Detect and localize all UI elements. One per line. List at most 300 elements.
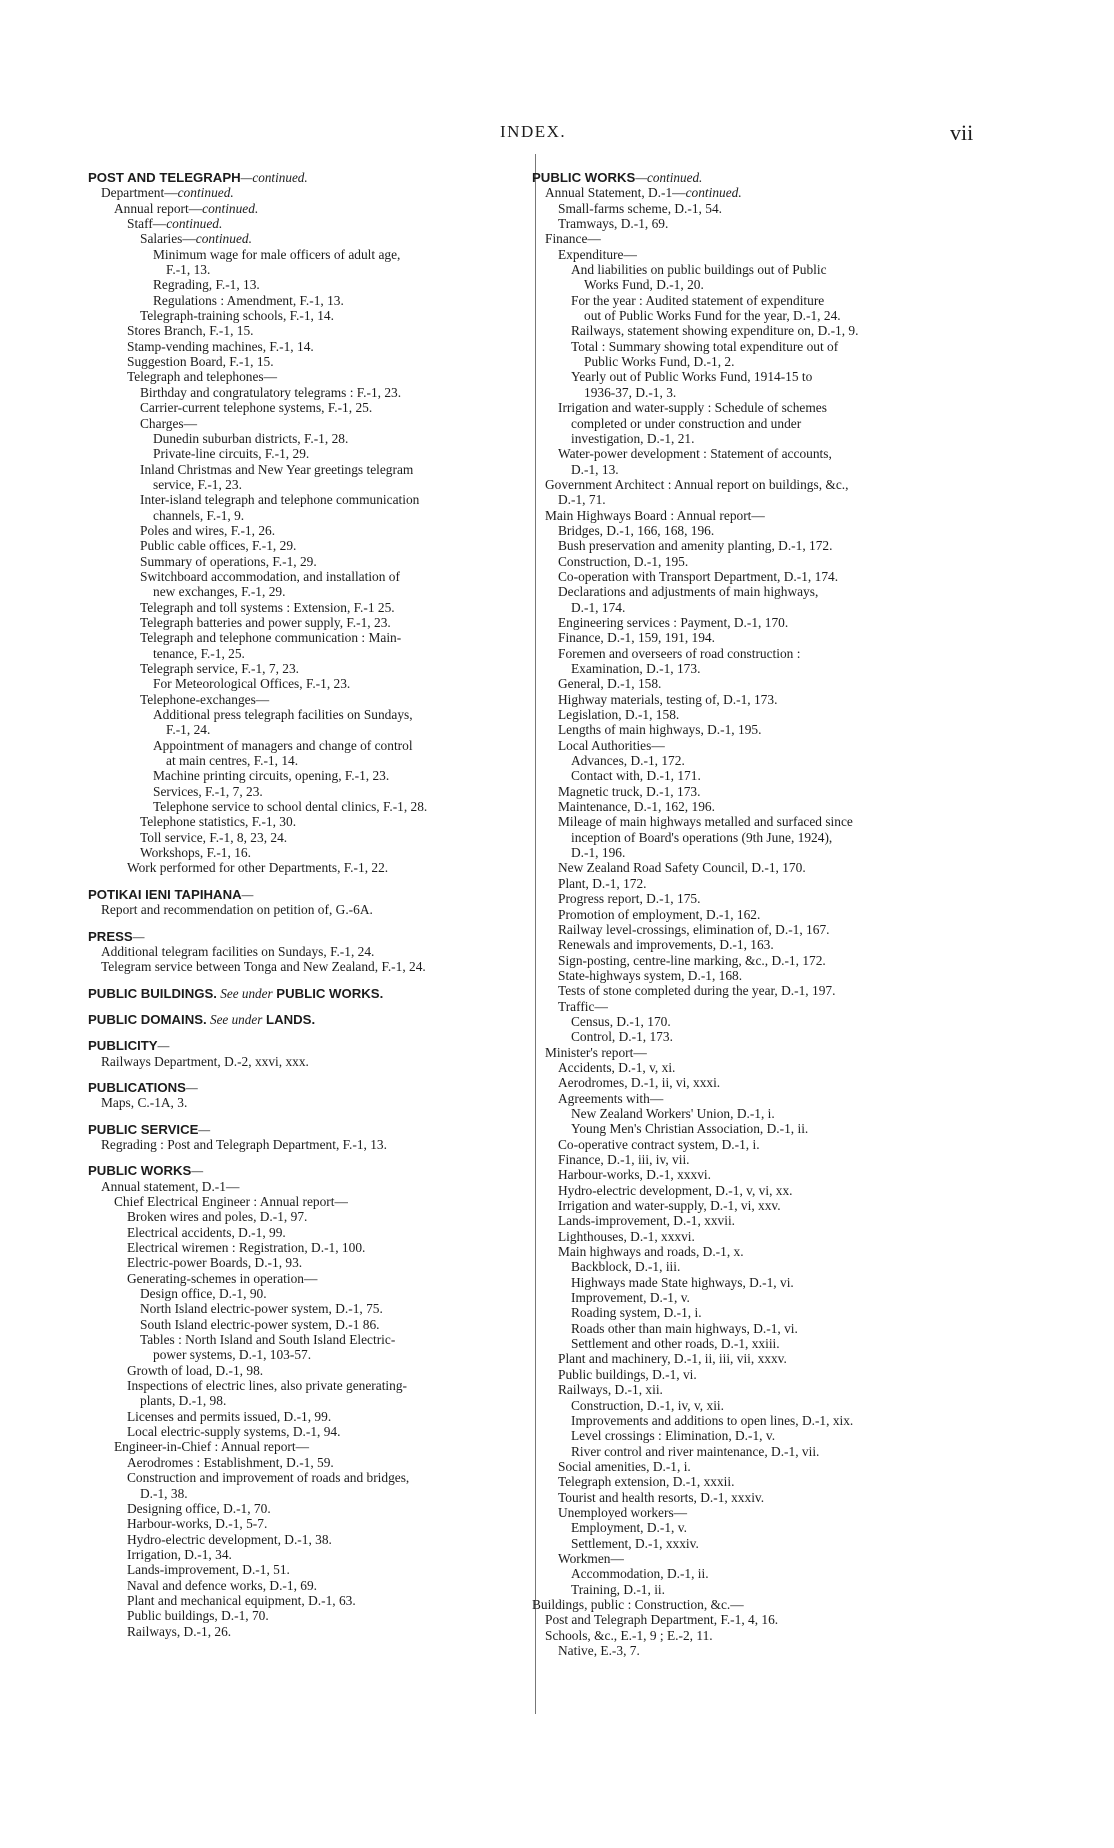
- index-heading: [88, 1122, 518, 1137]
- entry-text: Promotion of employment, D.-1, 162.: [558, 906, 761, 922]
- index-entry: [88, 339, 518, 354]
- entry-text: Stores Branch, F.-1, 15.: [127, 323, 254, 339]
- index-entry: [532, 1321, 977, 1336]
- entry-text: Design office, D.-1, 90.: [140, 1286, 267, 1302]
- index-entry: [88, 1562, 518, 1577]
- index-entry: [88, 959, 518, 974]
- entry-text: Services, F.-1, 7, 23.: [153, 783, 263, 799]
- entry-text: D.-1, 174.: [571, 599, 626, 615]
- index-entry: [88, 722, 518, 737]
- entry-text: Settlement, D.-1, xxxiv.: [571, 1535, 699, 1551]
- index-entry: [532, 1505, 977, 1520]
- entry-text: Hydro-electric development, D.-1, v, vi, xx.: [558, 1182, 793, 1198]
- index-entry: [88, 944, 518, 959]
- entry-text: Annual Statement, D.-1—: [545, 185, 686, 201]
- index-entry: [88, 247, 518, 262]
- entry-text: New Zealand Road Safety Council, D.-1, 170.: [558, 860, 806, 876]
- index-entry: [88, 1209, 518, 1224]
- index-entry: [88, 431, 518, 446]
- index-entry: [88, 385, 518, 400]
- index-entry: [532, 600, 977, 615]
- entry-text: Stamp-vending machines, F.-1, 14.: [127, 338, 314, 354]
- entry-qualifier: —continued.: [240, 170, 308, 185]
- index-entry: [532, 753, 977, 768]
- index-entry: [532, 308, 977, 323]
- entry-qualifier: —: [132, 928, 145, 944]
- index-entry: [532, 1213, 977, 1228]
- entry-text: Telegraph and telephones—: [127, 369, 278, 385]
- entry-text: investigation, D.-1, 21.: [571, 430, 695, 446]
- entry-text: Level crossings : Elimination, D.-1, v.: [571, 1428, 776, 1444]
- entry-text: Regrading : Post and Telegraph Department, F.-1, 13.: [101, 1136, 387, 1152]
- entry-text: Aerodromes, D.-1, ii, vi, xxxi.: [558, 1075, 721, 1091]
- entry-text: Railway level-crossings, elimination of, D.-1, 167.: [558, 921, 830, 937]
- index-entry: [532, 1382, 977, 1397]
- index-entry: [532, 1428, 977, 1443]
- index-entry: [532, 1459, 977, 1474]
- entry-text: Bridges, D.-1, 166, 168, 196.: [558, 522, 715, 538]
- index-entry: [88, 692, 518, 707]
- entry-qualifier: —: [157, 1038, 170, 1054]
- entry-text: Construction, D.-1, 195.: [558, 553, 689, 569]
- entry-text: Aerodromes : Establishment, D.-1, 59.: [127, 1454, 334, 1470]
- entry-text: Young Men's Christian Association, D.-1, ii.: [571, 1121, 809, 1137]
- entry-text: Renewals and improvements, D.-1, 163.: [558, 937, 774, 953]
- index-entry: [88, 277, 518, 292]
- index-entry: [532, 646, 977, 661]
- entry-text: Telegraph and telephone communication : Main-: [140, 630, 402, 646]
- index-entry: [532, 185, 977, 200]
- index-entry: [532, 431, 977, 446]
- index-entry: [532, 1612, 977, 1627]
- index-entry: [88, 1409, 518, 1424]
- index-entry: [88, 784, 518, 799]
- entry-text: Expenditure—: [558, 246, 637, 262]
- entry-text: Inter-island telegraph and telephone communication: [140, 492, 420, 508]
- index-entry: [532, 676, 977, 691]
- entry-text: Plant and mechanical equipment, D.-1, 63.: [127, 1592, 356, 1608]
- entry-text: Railways, D.-1, 26.: [127, 1623, 232, 1639]
- index-entry: [532, 1275, 977, 1290]
- index-entry: [88, 1578, 518, 1593]
- index-entry: [532, 1351, 977, 1366]
- entry-text: Training, D.-1, ii.: [571, 1581, 665, 1597]
- entry-text: For Meteorological Offices, F.-1, 23.: [153, 676, 351, 692]
- entry-text: Bush preservation and amenity planting, D.-1, 172.: [558, 538, 833, 554]
- index-entry: [532, 1259, 977, 1274]
- index-entry: [532, 1643, 977, 1658]
- entry-text: Irrigation, D.-1, 34.: [127, 1546, 232, 1562]
- index-entry: [88, 523, 518, 538]
- entry-text: Settlement and other roads, D.-1, xxiii.: [571, 1336, 780, 1352]
- entry-qualifier: continued.: [166, 216, 223, 232]
- entry-qualifier: —: [198, 1121, 211, 1137]
- entry-text: F.-1, 24.: [166, 722, 211, 738]
- entry-text: Regrading, F.-1, 13.: [153, 277, 260, 293]
- index-entry: [532, 1444, 977, 1459]
- index-entry: [88, 462, 518, 477]
- index-entry: [88, 1593, 518, 1608]
- index-entry: [88, 1470, 518, 1485]
- entry-qualifier: —: [241, 886, 254, 902]
- index-entry: [88, 830, 518, 845]
- index-entry: [532, 692, 977, 707]
- entry-text: Accidents, D.-1, v, xi.: [558, 1059, 676, 1075]
- index-entry: [88, 738, 518, 753]
- index-entry: [88, 1054, 518, 1069]
- index-entry: [88, 646, 518, 661]
- index-entry: [88, 753, 518, 768]
- index-entry: [88, 615, 518, 630]
- index-entry: [88, 400, 518, 415]
- entry-text: Lands-improvement, D.-1, 51.: [127, 1562, 290, 1578]
- entry-text: Highways made State highways, D.-1, vi.: [571, 1274, 794, 1290]
- entry-text: service, F.-1, 23.: [153, 476, 242, 492]
- index-entry: [88, 1225, 518, 1240]
- index-entry: [88, 1455, 518, 1470]
- entry-text: at main centres, F.-1, 14.: [166, 753, 299, 769]
- index-entry: [532, 1490, 977, 1505]
- entry-text: Improvements and additions to open lines, D.-1, xix.: [571, 1412, 854, 1428]
- index-entry: [532, 354, 977, 369]
- index-entry: [532, 1091, 977, 1106]
- index-entry: [532, 446, 977, 461]
- entry-text: Engineer-in-Chief : Annual report—: [114, 1439, 309, 1455]
- index-entry: [532, 492, 977, 507]
- entry-text: Native, E.-3, 7.: [558, 1643, 640, 1658]
- index-heading: [88, 986, 518, 1001]
- index-entry: [88, 492, 518, 507]
- entry-text: North Island electric-power system, D.-1, 75.: [140, 1301, 383, 1317]
- index-entry: [532, 1597, 977, 1612]
- index-entry: [532, 201, 977, 216]
- entry-text: Maintenance, D.-1, 162, 196.: [558, 799, 715, 815]
- index-entry: [88, 446, 518, 461]
- index-heading: [88, 1163, 518, 1178]
- entry-text: Tourist and health resorts, D.-1, xxxiv.: [558, 1489, 765, 1505]
- entry-text: Lengths of main highways, D.-1, 195.: [558, 722, 762, 738]
- entry-text: General, D.-1, 158.: [558, 676, 662, 692]
- entry-text: Advances, D.-1, 172.: [571, 753, 685, 769]
- index-entry: [532, 1474, 977, 1489]
- index-entry: [532, 462, 977, 477]
- index-entry: [88, 508, 518, 523]
- index-entry: [88, 1486, 518, 1501]
- entry-text: Backblock, D.-1, iii.: [571, 1259, 681, 1275]
- entry-text: Electrical accidents, D.-1, 99.: [127, 1224, 286, 1240]
- index-entry: [532, 1029, 977, 1044]
- index-entry: [88, 354, 518, 369]
- entry-text: Salaries—: [140, 231, 196, 247]
- entry-text: Tests of stone completed during the year, D.-1, 197.: [558, 983, 836, 999]
- index-entry: [532, 262, 977, 277]
- index-entry: [88, 293, 518, 308]
- entry-qualifier: continued.: [202, 200, 259, 216]
- entry-text: Inland Christmas and New Year greetings telegram: [140, 461, 414, 477]
- entry-text: channels, F.-1, 9.: [153, 507, 245, 523]
- index-entry: [88, 1271, 518, 1286]
- entry-text: Finance—: [545, 231, 601, 247]
- index-entry: [532, 554, 977, 569]
- entry-text: Electric-power Boards, D.-1, 93.: [127, 1255, 303, 1271]
- entry-text: Social amenities, D.-1, i.: [558, 1458, 691, 1474]
- entry-text: Minimum wage for male officers of adult age,: [153, 246, 401, 262]
- index-entry: [532, 937, 977, 952]
- index-entry: [88, 707, 518, 722]
- entry-text: Telegraph extension, D.-1, xxxii.: [558, 1474, 735, 1490]
- index-entry: [88, 262, 518, 277]
- page-number: vii: [950, 120, 974, 145]
- entry-text: Harbour-works, D.-1, 5-7.: [127, 1516, 268, 1532]
- entry-text: Co-operation with Transport Department, D.-1, 174.: [558, 568, 839, 584]
- entry-text: Inspections of electric lines, also private generating-: [127, 1378, 407, 1394]
- index-entry: [88, 1301, 518, 1316]
- index-entry: [532, 999, 977, 1014]
- index-entry: [88, 1317, 518, 1332]
- entry-text: Minister's report—: [545, 1044, 647, 1060]
- entry-text: POST AND TELEGRAPH: [88, 170, 241, 185]
- index-entry: [88, 1378, 518, 1393]
- entry-qualifier: continued.: [685, 185, 742, 201]
- index-entry: [532, 1075, 977, 1090]
- entry-text: Telegram service between Tonga and New Zealand, F.-1, 24.: [101, 959, 426, 975]
- index-entry: [532, 416, 977, 431]
- entry-text: Construction, D.-1, iv, v, xii.: [571, 1397, 724, 1413]
- entry-text: Private-line circuits, F.-1, 29.: [153, 446, 310, 462]
- entry-text: Additional telegram facilities on Sundays, F.-1, 24.: [101, 943, 375, 959]
- entry-text: PUBLICITY: [88, 1038, 158, 1054]
- index-entry: [532, 216, 977, 231]
- entry-qualifier: —: [185, 1079, 198, 1095]
- entry-text: Public buildings, D.-1, vi.: [558, 1366, 697, 1382]
- entry-text: inception of Board's operations (9th June, 1924),: [571, 829, 833, 845]
- index-entry: [532, 1183, 977, 1198]
- index-entry: [88, 308, 518, 323]
- index-entry: [88, 1501, 518, 1516]
- index-entry: [88, 1332, 518, 1347]
- entry-text: completed or under construction and under: [571, 415, 802, 431]
- entry-text: Accommodation, D.-1, ii.: [571, 1566, 709, 1582]
- index-entry: [532, 323, 977, 338]
- entry-text: River control and river maintenance, D.-1, vii.: [571, 1443, 820, 1459]
- index-heading: [88, 170, 518, 185]
- entry-text: Finance, D.-1, iii, iv, vii.: [558, 1152, 690, 1167]
- index-entry: [88, 1624, 518, 1639]
- entry-text: Charges—: [140, 415, 198, 431]
- index-entry: [532, 1628, 977, 1643]
- index-entry: [88, 845, 518, 860]
- index-entry: [532, 860, 977, 875]
- entry-text: Naval and defence works, D.-1, 69.: [127, 1577, 318, 1593]
- entry-text: Electrical wiremen : Registration, D.-1, 100.: [127, 1240, 366, 1255]
- index-entry: [532, 508, 977, 523]
- entry-text: Government Architect : Annual report on buildings, &c.,: [545, 476, 849, 492]
- index-entry: [88, 1179, 518, 1194]
- index-entry: [88, 1363, 518, 1378]
- index-entry: [532, 799, 977, 814]
- entry-text: Broken wires and poles, D.-1, 97.: [127, 1209, 308, 1225]
- entry-text: PRESS: [88, 928, 133, 944]
- index-entry: [532, 247, 977, 262]
- index-heading: [88, 1038, 518, 1053]
- entry-text: Staff—: [127, 216, 167, 232]
- index-heading: [88, 929, 518, 944]
- entry-text: Telephone service to school dental clinics, F.-1, 28.: [153, 799, 428, 815]
- entry-text: Railways, D.-1, xii.: [558, 1382, 663, 1398]
- entry-text: D.-1, 71.: [558, 492, 606, 508]
- index-entry: [88, 538, 518, 553]
- entry-text: Harbour-works, D.-1, xxxvi.: [558, 1167, 711, 1183]
- index-entry: [532, 369, 977, 384]
- entry-text: D.-1, 196.: [571, 845, 626, 861]
- entry-text: Telephone-exchanges—: [140, 691, 270, 707]
- entry-text: Generating-schemes in operation—: [127, 1270, 318, 1286]
- entry-text: D.-1, 38.: [140, 1485, 188, 1501]
- index-entry: [88, 1347, 518, 1362]
- entry-qualifier: See under: [216, 985, 273, 1001]
- index-entry: [532, 1121, 977, 1136]
- index-entry: [88, 799, 518, 814]
- entry-text: new exchanges, F.-1, 29.: [153, 584, 286, 600]
- entry-text: PUBLIC WORKS: [88, 1163, 192, 1179]
- index-entry: [88, 1424, 518, 1439]
- entry-text: Schools, &c., E.-1, 9 ; E.-2, 11.: [545, 1627, 713, 1643]
- index-entry: [532, 738, 977, 753]
- entry-text: Telegraph service, F.-1, 7, 23.: [140, 661, 299, 676]
- entry-text: Suggestion Board, F.-1, 15.: [127, 354, 274, 370]
- entry-text: Telegraph-training schools, F.-1, 14.: [140, 308, 334, 324]
- index-entry: [532, 523, 977, 538]
- entry-text: Annual report—: [114, 200, 203, 216]
- index-heading: [88, 1080, 518, 1095]
- entry-text: Workshops, F.-1, 16.: [140, 845, 251, 861]
- entry-text: Appointment of managers and change of control: [153, 737, 413, 753]
- index-entry: [532, 1398, 977, 1413]
- index-entry: [88, 1547, 518, 1562]
- entry-text: Public cable offices, F.-1, 29.: [140, 538, 297, 554]
- entry-text: Carrier-current telephone systems, F.-1, 25.: [140, 400, 373, 416]
- entry-text: Construction and improvement of roads and bridges,: [127, 1470, 410, 1486]
- index-entry: [88, 600, 518, 615]
- page-title: INDEX.: [500, 122, 567, 141]
- entry-text: New Zealand Workers' Union, D.-1, i.: [571, 1105, 775, 1121]
- index-entry: [88, 1516, 518, 1531]
- entry-text: Irrigation and water-supply, D.-1, vi, xxv.: [558, 1198, 781, 1214]
- index-entry: [532, 661, 977, 676]
- index-entry: [532, 968, 977, 983]
- entry-text: Lands-improvement, D.-1, xxvii.: [558, 1213, 736, 1229]
- index-entry: [88, 1255, 518, 1270]
- entry-text: Department—: [101, 185, 178, 201]
- entry-text: Report and recommendation on petition of, G.-6A.: [101, 902, 373, 918]
- index-heading: [88, 1012, 518, 1027]
- entry-text: Control, D.-1, 173.: [571, 1029, 673, 1045]
- entry-text: Plant and machinery, D.-1, ii, iii, vii, xxxv.: [558, 1351, 787, 1367]
- index-entry: [532, 1551, 977, 1566]
- entry-text: Unemployed workers—: [558, 1504, 688, 1520]
- index-entry: [88, 860, 518, 875]
- entry-text: Highway materials, testing of, D.-1, 173.: [558, 691, 778, 707]
- entry-text: Main highways and roads, D.-1, x.: [558, 1244, 744, 1260]
- index-entry: [532, 983, 977, 998]
- entry-text: Chief Electrical Engineer : Annual report—: [114, 1193, 348, 1209]
- entry-text: Tramways, D.-1, 69.: [558, 216, 669, 232]
- entry-text: PUBLIC SERVICE: [88, 1121, 199, 1137]
- index-entry: [532, 1367, 977, 1382]
- entry-text: Legislation, D.-1, 158.: [558, 707, 680, 723]
- index-entry: [532, 830, 977, 845]
- entry-text: power systems, D.-1, 103-57.: [153, 1347, 312, 1363]
- index-entry: [532, 1582, 977, 1597]
- entry-text: Sign-posting, centre-line marking, &c., D.-1, 172.: [558, 952, 826, 968]
- index-entry: [532, 1060, 977, 1075]
- cross-reference: PUBLIC WORKS.: [272, 985, 384, 1001]
- entry-text: Buildings, public : Construction, &c.—: [532, 1596, 744, 1612]
- index-entry: [88, 1286, 518, 1301]
- entry-text: Switchboard accommodation, and installation of: [140, 568, 400, 584]
- index-entry: [532, 293, 977, 308]
- index-entry: [532, 814, 977, 829]
- entry-qualifier: —: [191, 1163, 204, 1179]
- index-entry: [88, 185, 518, 200]
- entry-text: Railways Department, D.-2, xxvi, xxx.: [101, 1053, 309, 1069]
- index-column-right: [532, 170, 977, 1658]
- index-entry: [88, 902, 518, 917]
- index-entry: [532, 477, 977, 492]
- entry-text: Railways, statement showing expenditure on, D.-1, 9.: [571, 323, 859, 339]
- page-header: [0, 122, 1114, 146]
- entry-text: PUBLICATIONS: [88, 1079, 186, 1095]
- index-entry: [532, 722, 977, 737]
- entry-text: Work performed for other Departments, F.-1, 22.: [127, 860, 389, 876]
- entry-text: Poles and wires, F.-1, 26.: [140, 522, 276, 538]
- index-entry: [88, 814, 518, 829]
- index-entry: [532, 1014, 977, 1029]
- entry-text: Telegraph and toll systems : Extension, F.-1 25.: [140, 599, 395, 615]
- entry-text: Finance, D.-1, 159, 191, 194.: [558, 630, 715, 646]
- index-entry: [88, 1393, 518, 1408]
- entry-text: Foremen and overseers of road construction :: [558, 645, 801, 661]
- entry-text: Plant, D.-1, 172.: [558, 875, 647, 891]
- entry-text: Traffic—: [558, 998, 608, 1014]
- entry-text: Small-farms scheme, D.-1, 54.: [558, 200, 722, 216]
- index-entry: [532, 584, 977, 599]
- entry-text: Magnetic truck, D.-1, 173.: [558, 783, 701, 799]
- index-entry: [532, 400, 977, 415]
- index-entry: [88, 416, 518, 431]
- entry-text: Roads other than main highways, D.-1, vi.: [571, 1320, 798, 1336]
- entry-text: Birthday and congratulatory telegrams : F.-1, 23.: [140, 384, 402, 400]
- entry-text: Mileage of main highways metalled and surfaced since: [558, 814, 853, 830]
- entry-text: For the year : Audited statement of expenditure: [571, 292, 825, 308]
- entry-qualifier: —continued.: [635, 170, 703, 185]
- index-entry: [532, 1198, 977, 1213]
- entry-text: Irrigation and water-supply : Schedule of schemes: [558, 400, 827, 416]
- entry-text: Post and Telegraph Department, F.-1, 4, 16.: [545, 1612, 779, 1628]
- index-heading: [88, 887, 518, 902]
- entry-text: Growth of load, D.-1, 98.: [127, 1362, 264, 1378]
- index-entry: [532, 231, 977, 246]
- index-entry: [88, 201, 518, 216]
- entry-text: Census, D.-1, 170.: [571, 1013, 671, 1029]
- entry-text: Telegraph batteries and power supply, F.-1, 23.: [140, 614, 391, 630]
- index-entry: [532, 1229, 977, 1244]
- entry-text: F.-1, 13.: [166, 262, 211, 278]
- entry-text: Workmen—: [558, 1550, 624, 1566]
- entry-text: Toll service, F.-1, 8, 23, 24.: [140, 829, 288, 845]
- index-entry: [88, 768, 518, 783]
- index-entry: [532, 538, 977, 553]
